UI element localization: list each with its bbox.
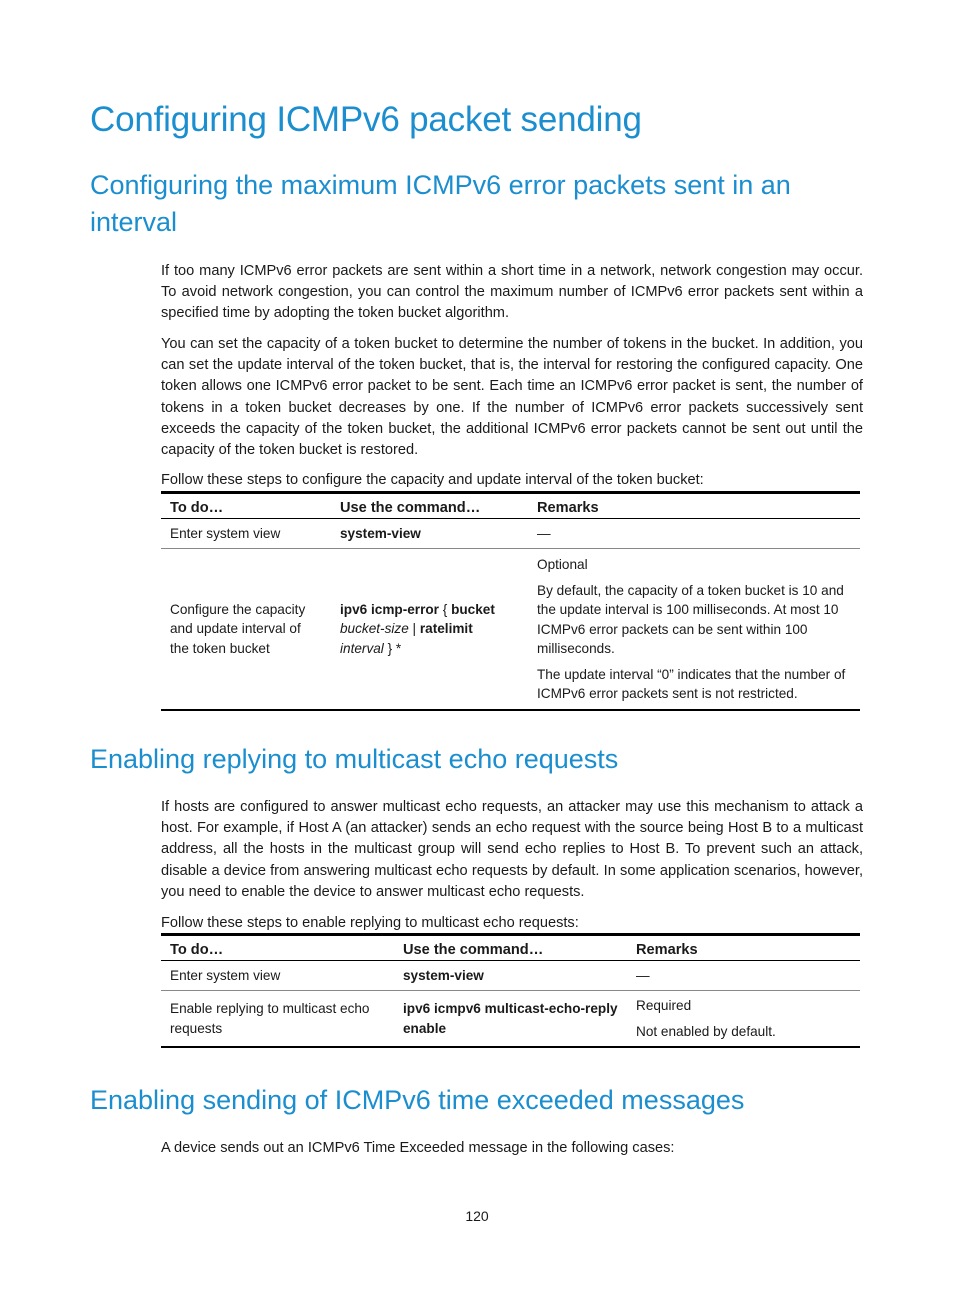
table-row xyxy=(161,519,860,549)
section-heading-time-exceeded: Enabling sending of ICMPv6 time exceeded messages xyxy=(90,1085,745,1115)
remark-line: The update interval “0” indicates that the number of ICMPv6 error packets sent is not restricted. xyxy=(537,666,846,701)
command-keyword: system-view xyxy=(340,525,421,541)
command-cell xyxy=(331,519,528,549)
table-row xyxy=(161,991,860,1048)
command-syntax: } * xyxy=(383,640,402,656)
column-header: To do… xyxy=(161,493,331,519)
remarks-cell xyxy=(528,549,860,710)
command-argument: bucket-size xyxy=(340,621,409,636)
command-syntax: | xyxy=(408,621,420,636)
section-heading-token-bucket: Configuring the maximum ICMPv6 error packets sent in an interval xyxy=(90,170,791,237)
command-syntax: { xyxy=(438,601,452,617)
remark-line: Not enabled by default. xyxy=(636,1023,776,1039)
remarks-cell xyxy=(627,991,860,1048)
page-title: Configuring ICMPv6 packet sending xyxy=(90,100,642,139)
paragraph: If hosts are configured to answer multicast echo requests, an attacker may use this mechanism to attack a host. For example, if Host A (an attacker) sends an echo request with the source being Host B to a multicast address, all the hosts in the multicast group will send echo replies to Host B. To prevent such an attack, disable a device from answering multicast echo requests by default. In some application scenarios, however, you need to enable the device to answer multicast echo requests. xyxy=(161,799,863,900)
paragraph: A device sends out an ICMPv6 Time Exceeded message in the following cases: xyxy=(161,1140,675,1156)
section-heading-multicast-echo: Enabling replying to multicast echo requests xyxy=(90,744,619,774)
command-keyword: ipv6 icmp-error xyxy=(340,601,439,617)
table-row xyxy=(161,961,860,991)
todo-cell: Configure the capacity and update interval of the token bucket xyxy=(161,549,331,710)
column-header: Use the command… xyxy=(394,935,627,961)
todo-cell: Enter system view xyxy=(161,961,394,991)
token-bucket-command-table xyxy=(161,491,860,711)
todo-cell: Enter system view xyxy=(161,519,331,549)
command-cell xyxy=(394,991,627,1048)
remark-line: Required xyxy=(636,998,692,1013)
column-header: Use the command… xyxy=(331,493,528,519)
table-intro: Follow these steps to configure the capacity and update interval of the token bucket: xyxy=(161,472,704,488)
remarks-cell: — xyxy=(627,961,860,991)
todo-cell: Enable replying to multicast echo requests xyxy=(161,991,394,1048)
paragraph: You can set the capacity of a token bucket to determine the number of tokens in the bucket. In addition, you can set the update interval of the token bucket, that is, the interval for restoring the configured capacity. One token allows one ICMPv6 error packet to be sent. Each time an ICMPv6 error packet is sent, the number of tokens in a token bucket decreases by one. If the number of ICMPv6 error packets successively sent exceeds the capacity of the token bucket, the additional ICMPv6 error packets cannot be sent out until the capacity of the token bucket is restored. xyxy=(161,336,863,459)
remark-line: Optional xyxy=(537,557,588,572)
table-intro: Follow these steps to enable replying to multicast echo requests: xyxy=(161,915,579,931)
command-keyword: ipv6 icmpv6 multicast-echo-reply enable xyxy=(403,1001,618,1036)
command-keyword: ratelimit xyxy=(419,621,473,636)
command-argument: interval xyxy=(340,640,384,656)
command-cell xyxy=(394,961,627,991)
paragraph: If too many ICMPv6 error packets are sent within a short time in a network, network congestion may occur. To avoid network congestion, you can control the maximum number of ICMPv6 error packets sent within a specified time by adopting the token bucket algorithm. xyxy=(161,263,863,322)
column-header: To do… xyxy=(161,935,394,961)
command-keyword: system-view xyxy=(403,967,484,983)
command-keyword: bucket xyxy=(451,601,495,617)
remarks-cell: — xyxy=(528,519,860,549)
remark-line: By default, the capacity of a token bucket is 10 and the update interval is 100 milliseconds. At most 10 ICMPv6 error packets can be sent within 100 milliseconds. xyxy=(537,582,844,656)
page-number: 120 xyxy=(465,1208,489,1224)
multicast-echo-command-table xyxy=(161,933,860,1048)
command-cell xyxy=(331,549,528,710)
table-row xyxy=(161,549,860,710)
column-header: Remarks xyxy=(627,935,860,961)
column-header: Remarks xyxy=(528,493,860,519)
